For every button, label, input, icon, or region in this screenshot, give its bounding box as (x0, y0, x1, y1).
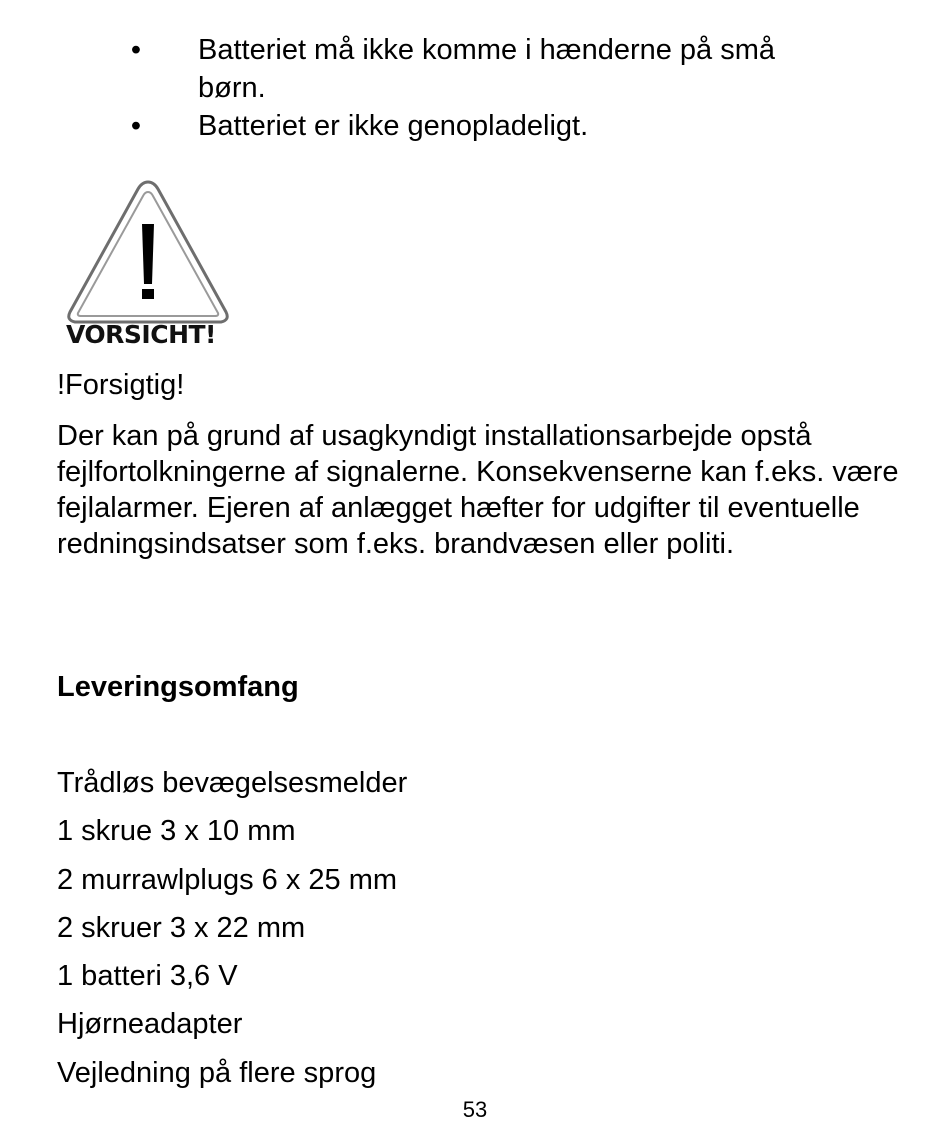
delivery-item: 2 skruer 3 x 22 mm (57, 912, 306, 944)
warning-label: VORSICHT! (66, 320, 216, 349)
delivery-heading: Leveringsomfang (57, 671, 299, 703)
list-item-text: Batteriet er ikke genopladeligt. (198, 110, 589, 142)
delivery-item: Vejledning på flere sprog (57, 1057, 377, 1089)
delivery-item: 1 skrue 3 x 10 mm (57, 815, 296, 847)
bullet-marker: • (130, 110, 142, 142)
page-number: 53 (462, 1097, 488, 1122)
caution-title: !Forsigtig! (57, 369, 185, 401)
delivery-item: Trådløs bevægelsesmelder (57, 767, 408, 799)
delivery-item: 2 murrawlplugs 6 x 25 mm (57, 864, 398, 896)
bullet-marker: • (130, 34, 142, 66)
caution-body: Der kan på grund af usagkyndigt installationsarbejde opstå fejlfortolkningerne af signalerne. Konsekvenserne kan f.eks. være fejlalarmer. Ejeren af anlægget hæfter for udgifter til eventuelle redningsindsatser som f.eks. brandvæsen eller politi. (57, 420, 899, 560)
list-item-text: Batteriet må ikke komme i hænderne på små børn. (198, 34, 776, 104)
delivery-item: 1 batteri 3,6 V (57, 960, 238, 992)
delivery-item: Hjørneadapter (57, 1008, 243, 1040)
warning-sign (58, 176, 238, 356)
exclamation-triangle-icon (58, 176, 238, 326)
